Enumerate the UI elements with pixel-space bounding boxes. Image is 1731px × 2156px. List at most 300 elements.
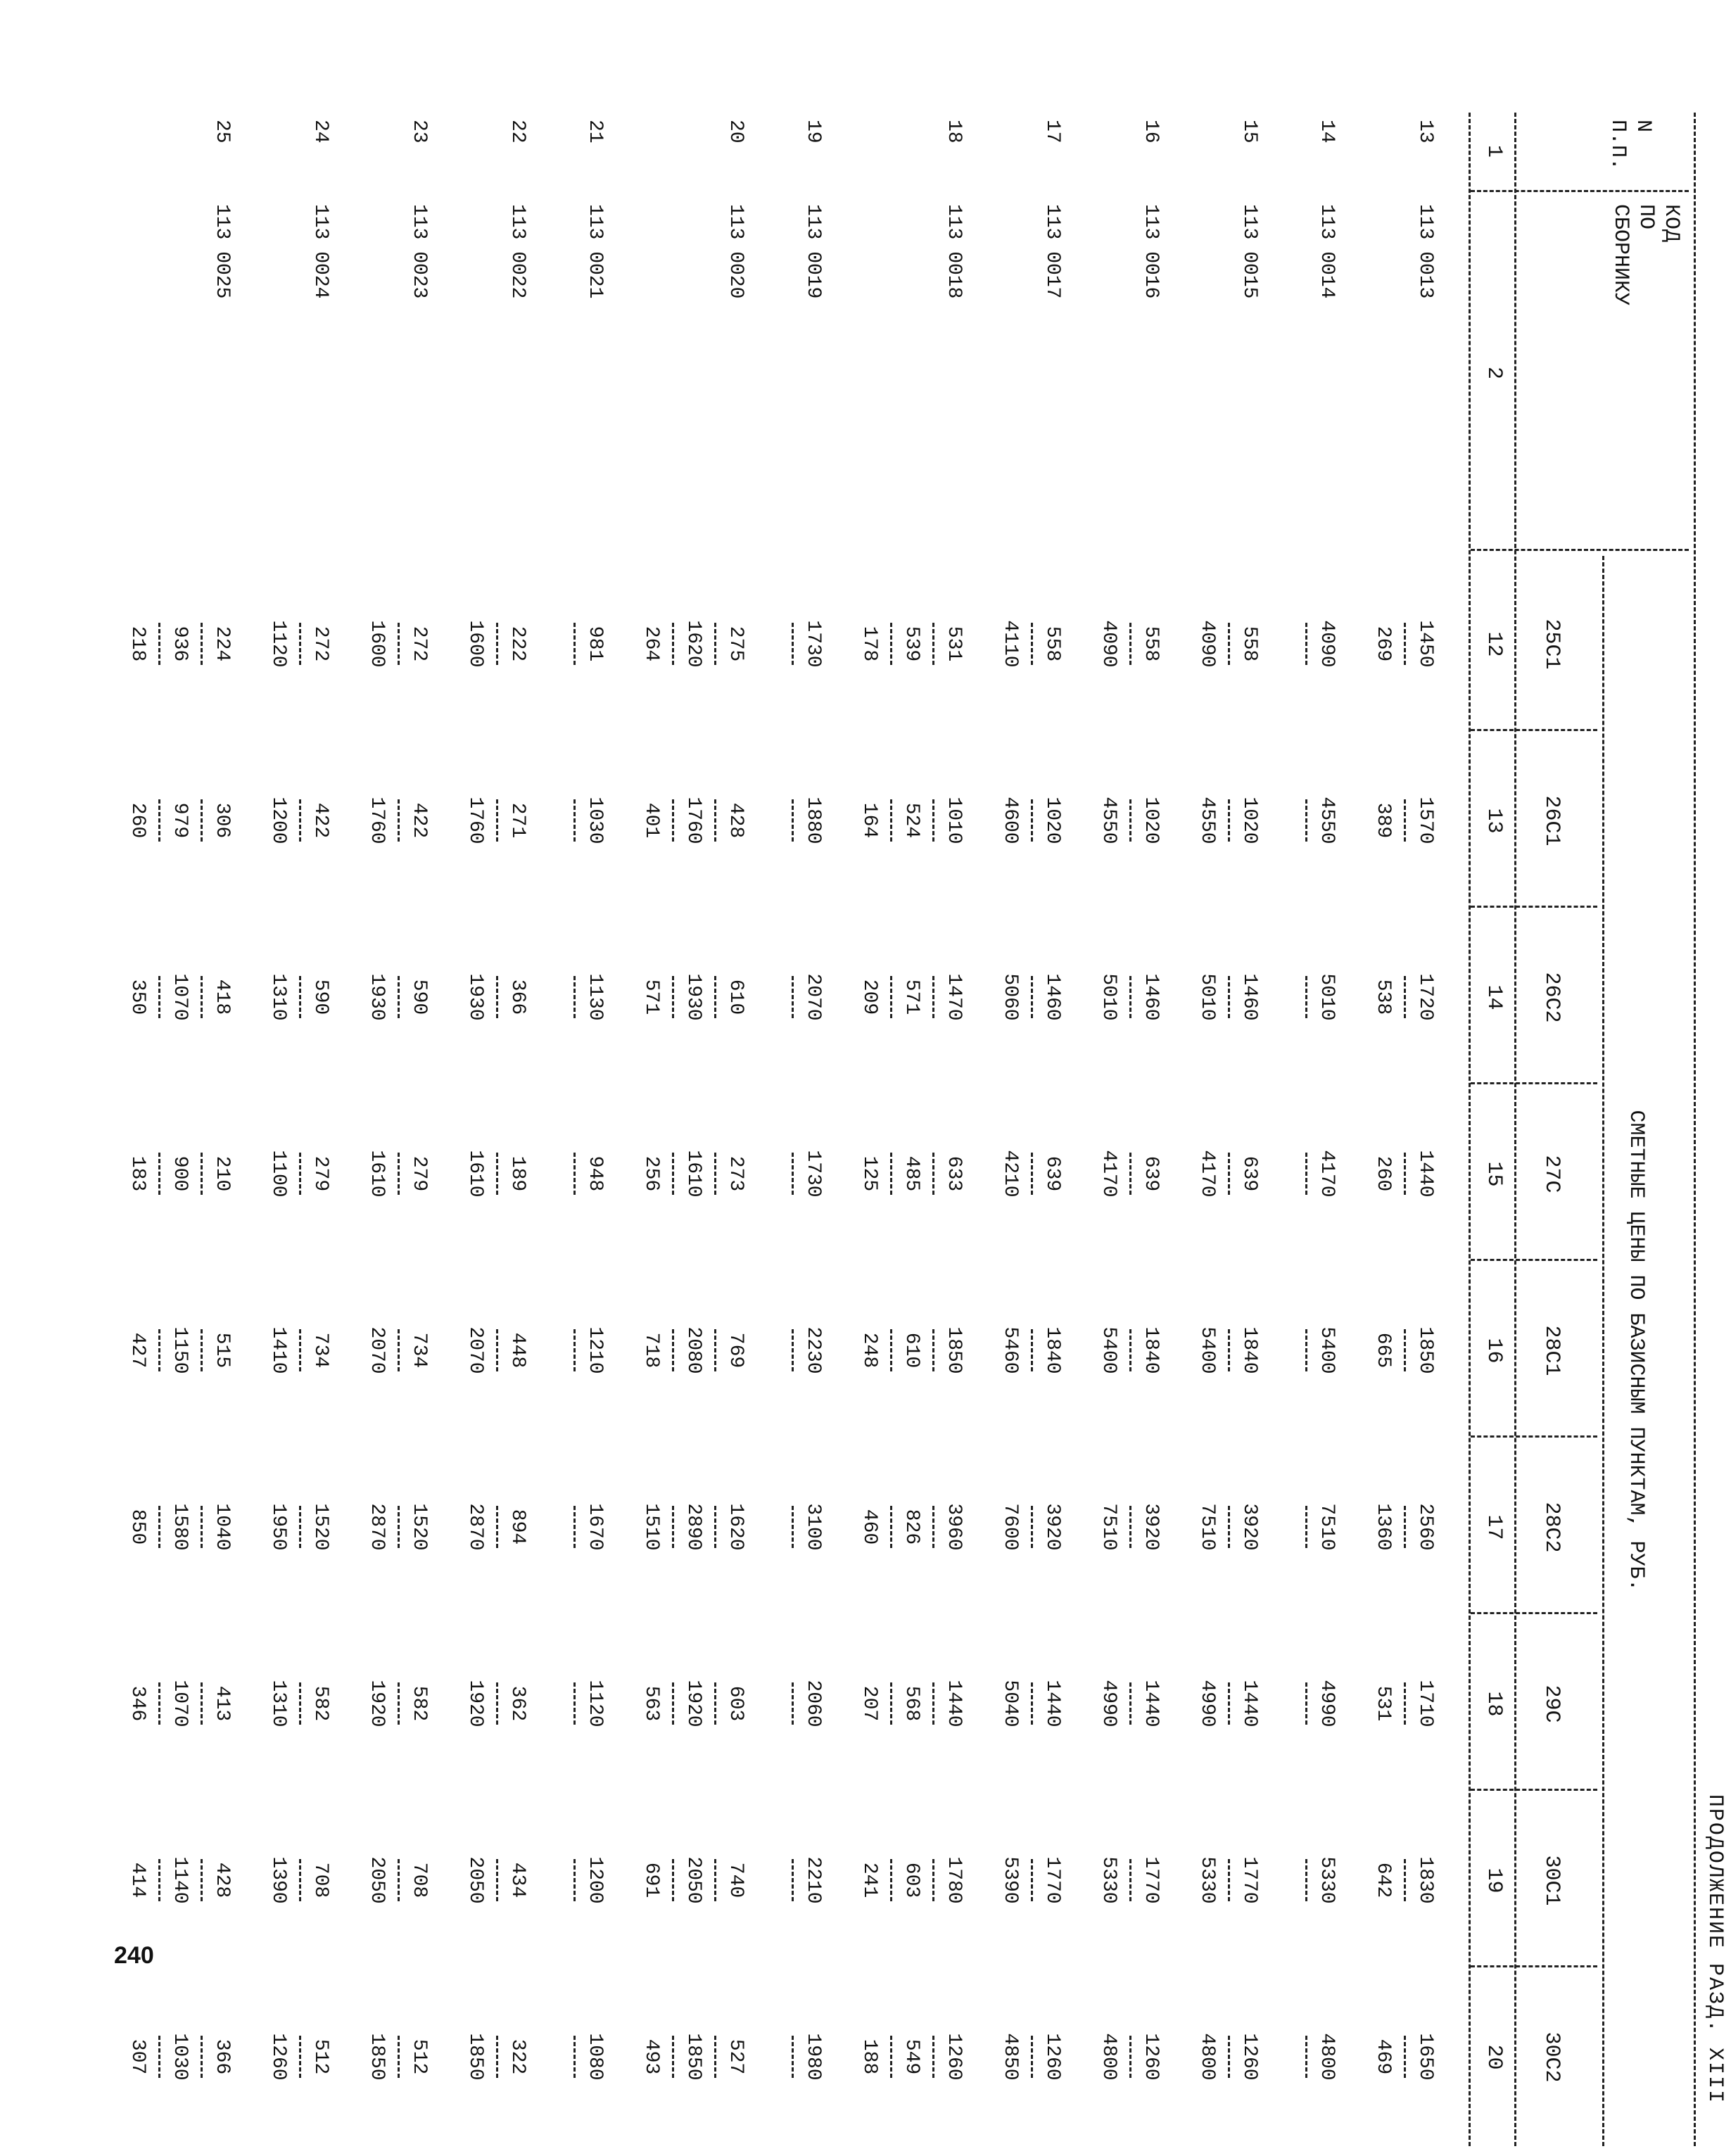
cell-value: 1600	[366, 620, 388, 668]
table-cell	[1372, 570, 1435, 718]
table-cell	[1372, 747, 1435, 894]
dash-mark	[158, 1682, 160, 1725]
table-cell	[999, 923, 1063, 1071]
dash-mark	[714, 2036, 716, 2078]
table-cell	[781, 923, 823, 1071]
cell-separator	[781, 923, 802, 1071]
column-name: 25С1	[1540, 619, 1564, 670]
cell-value: 981	[584, 626, 606, 662]
dash-mark	[932, 1859, 934, 1901]
dash-mark	[792, 623, 794, 665]
cell-value: 469	[1372, 2038, 1394, 2075]
cell-value: 1120	[584, 1680, 606, 1727]
cell-value: 610	[725, 979, 747, 1015]
table-cell	[127, 1806, 232, 1954]
cell-value: 1460	[1041, 973, 1063, 1021]
table-cell	[127, 1983, 232, 2131]
table-cell	[563, 1100, 605, 1248]
cell-value: 894	[507, 1509, 528, 1545]
dash-mark	[890, 1859, 892, 1901]
cell-separator	[486, 747, 507, 894]
dash-mark	[792, 1859, 794, 1901]
table-cell	[1098, 747, 1161, 894]
dash-mark	[1031, 1329, 1033, 1371]
cell-value: 603	[725, 1685, 747, 1722]
dash-mark	[714, 1329, 716, 1371]
cell-value: 413	[211, 1685, 233, 1722]
cell-separator	[1217, 1453, 1238, 1601]
row-number: 21	[584, 120, 606, 144]
cell-value: 571	[901, 979, 922, 1015]
cell-value: 4170	[1316, 1150, 1338, 1198]
dash-mark	[1129, 799, 1131, 842]
table-cell	[781, 1806, 823, 1954]
cell-separator	[563, 1100, 584, 1248]
cell-value: 7510	[1316, 1503, 1338, 1551]
table-cell	[1372, 1983, 1435, 2131]
table-cell	[366, 1276, 429, 1424]
cell-value: 5010	[1316, 973, 1338, 1021]
cell-separator	[1119, 1453, 1140, 1601]
table-cell	[1372, 1630, 1435, 1777]
dash-mark	[1031, 1153, 1033, 1195]
row-number: 19	[802, 120, 824, 144]
table-cell	[366, 1983, 429, 2131]
cell-separator	[1119, 1983, 1140, 2131]
table-cell	[1372, 1453, 1435, 1601]
dash-mark	[672, 1329, 674, 1371]
cell-value: 307	[127, 2038, 148, 2075]
cell-value: 1610	[683, 1150, 704, 1198]
cell-separator	[922, 1983, 943, 2131]
row-number: 13	[1414, 120, 1436, 144]
header-rule	[1514, 113, 1516, 2146]
cell-value: 639	[1140, 1155, 1162, 1192]
cell-value: 691	[640, 1862, 662, 1898]
cell-separator	[148, 1453, 169, 1601]
dash-mark	[299, 976, 301, 1018]
cell-value: 5460	[999, 1326, 1021, 1374]
cell-value: 2070	[802, 973, 824, 1021]
row-number: 23	[408, 120, 430, 144]
cell-value: 740	[725, 1862, 747, 1898]
dash-mark	[201, 1329, 203, 1371]
table-cell	[858, 1983, 964, 2131]
table-cell	[1196, 1983, 1260, 2131]
cell-value: 4800	[1196, 2033, 1218, 2081]
dash-mark	[1031, 799, 1033, 842]
cell-separator	[1393, 1983, 1414, 2131]
dash-mark	[1129, 1682, 1131, 1725]
cell-value: 1470	[943, 973, 965, 1021]
cell-value: 1770	[1238, 1856, 1260, 1904]
cell-value: 1260	[1238, 2033, 1260, 2081]
cell-separator	[1020, 923, 1041, 1071]
cell-value: 1260	[1041, 2033, 1063, 2081]
cell-value: 3920	[1238, 1503, 1260, 1551]
dash-mark	[1228, 1329, 1230, 1371]
table-cell	[640, 1453, 746, 1601]
cell-value: 3920	[1041, 1503, 1063, 1551]
cell-separator	[1393, 747, 1414, 894]
dash-mark	[792, 1153, 794, 1195]
cell-separator	[704, 1983, 725, 2131]
cell-value: 665	[1372, 1332, 1394, 1369]
table-cell	[366, 923, 429, 1071]
cell-value: 164	[858, 802, 880, 839]
table-cell	[1295, 570, 1337, 718]
cell-value: 264	[640, 626, 662, 662]
cell-value: 603	[901, 1862, 922, 1898]
column-number: 20	[1482, 2044, 1506, 2070]
cell-value: 4110	[999, 620, 1021, 668]
table-cell	[1098, 1630, 1161, 1777]
cell-value: 1620	[683, 620, 704, 668]
cell-value: 418	[211, 979, 233, 1015]
dash-mark	[299, 1859, 301, 1901]
cell-separator	[563, 1806, 584, 1954]
cell-separator	[781, 1630, 802, 1777]
cell-value: 1840	[1041, 1326, 1063, 1374]
dash-mark	[932, 1153, 934, 1195]
cell-separator	[1217, 1630, 1238, 1777]
table-cell	[640, 923, 746, 1071]
dash-mark	[1031, 2036, 1033, 2078]
cell-value: 708	[408, 1862, 430, 1898]
dash-mark	[573, 1329, 576, 1371]
dash-mark	[1305, 1329, 1307, 1371]
cell-value: 5330	[1098, 1856, 1120, 1904]
cell-value: 708	[310, 1862, 331, 1898]
cell-separator	[148, 1630, 169, 1777]
cell-value: 362	[507, 1685, 528, 1722]
cell-value: 1020	[1238, 797, 1260, 844]
table-cell	[1098, 1983, 1161, 2131]
column-name: 26С1	[1540, 795, 1564, 846]
column-name: 30С2	[1540, 2031, 1564, 2083]
cell-value: 279	[408, 1155, 430, 1192]
cell-value: 1440	[1238, 1680, 1260, 1727]
column-number: 14	[1482, 984, 1506, 1010]
table-cell	[464, 747, 528, 894]
cell-separator	[1295, 1806, 1316, 1954]
dash-mark	[201, 2036, 203, 2078]
cell-value: 210	[211, 1155, 233, 1192]
table-cell	[781, 570, 823, 718]
dash-mark	[932, 976, 934, 1018]
cell-value: 1260	[943, 2033, 965, 2081]
table-cell	[640, 1630, 746, 1777]
cell-separator	[1217, 1100, 1238, 1248]
cell-value: 1310	[267, 973, 289, 1021]
cell-value: 718	[640, 1332, 662, 1369]
cell-value: 826	[901, 1509, 922, 1545]
dash-mark	[158, 1506, 160, 1548]
cell-separator	[486, 1276, 507, 1424]
cell-separator	[781, 1276, 802, 1424]
cell-separator	[704, 1630, 725, 1777]
cell-separator	[880, 1806, 901, 1954]
row-code: 113 0016	[1140, 204, 1162, 299]
dash-mark	[1031, 1859, 1033, 1901]
cell-value: 1040	[211, 1503, 233, 1551]
dash-mark	[932, 1682, 934, 1725]
cell-separator	[781, 570, 802, 718]
cell-separator	[190, 1806, 211, 1954]
cell-value: 1390	[267, 1856, 289, 1904]
dash-mark	[672, 2036, 674, 2078]
cell-separator	[1295, 1100, 1316, 1248]
row-number: 17	[1041, 120, 1063, 144]
cell-value: 448	[507, 1332, 528, 1369]
cell-separator	[1119, 747, 1140, 894]
row-code: 113 0020	[725, 204, 747, 299]
table-cell	[127, 923, 232, 1071]
dash-mark	[201, 623, 203, 665]
cell-value: 271	[507, 802, 528, 839]
table-cell	[640, 1100, 746, 1248]
cell-value: 2050	[464, 1856, 486, 1904]
cell-value: 1570	[1414, 797, 1436, 844]
dash-mark	[890, 2036, 892, 2078]
cell-value: 2070	[366, 1326, 388, 1374]
cell-separator	[387, 1100, 408, 1248]
cell-separator	[1119, 570, 1140, 718]
dash-mark	[672, 1506, 674, 1548]
cell-separator	[288, 747, 310, 894]
cell-value: 563	[640, 1685, 662, 1722]
dash-mark	[672, 1859, 674, 1901]
cell-value: 1930	[683, 973, 704, 1021]
cell-separator	[190, 923, 211, 1071]
dash-mark	[1228, 1506, 1230, 1548]
dash-mark	[496, 1329, 498, 1371]
cell-value: 524	[901, 802, 922, 839]
table-cell	[464, 570, 528, 718]
dash-mark	[792, 2036, 794, 2078]
cell-value: 1030	[584, 797, 606, 844]
cell-separator	[1393, 1453, 1414, 1601]
dash-mark	[672, 799, 674, 842]
table-cell	[267, 1630, 331, 1777]
cell-value: 401	[640, 802, 662, 839]
cell-separator	[880, 747, 901, 894]
cell-value: 1120	[267, 620, 289, 668]
cell-value: 4850	[999, 2033, 1021, 2081]
cell-value: 275	[725, 626, 747, 662]
dash-mark	[1404, 623, 1406, 665]
cell-separator	[704, 1276, 725, 1424]
cell-separator	[661, 1630, 683, 1777]
cell-value: 549	[901, 2038, 922, 2075]
table-cell	[563, 1276, 605, 1424]
table-cell	[1295, 1630, 1337, 1777]
row-number: 22	[507, 120, 528, 144]
cell-value: 850	[127, 1509, 148, 1545]
dash-mark	[201, 1506, 203, 1548]
cell-value: 3100	[802, 1503, 824, 1551]
table-cell	[640, 1806, 746, 1954]
table-cell	[1295, 1806, 1337, 1954]
continuation-label: ПРОДОЛЖЕНИЕ РАЗД. XIII	[1703, 1794, 1727, 2104]
rotated-table	[77, 106, 1731, 2153]
dash-mark	[1305, 1859, 1307, 1901]
cell-value: 5330	[1316, 1856, 1338, 1904]
cell-value: 4800	[1316, 2033, 1338, 2081]
cell-separator	[148, 923, 169, 1071]
row-code: 113 0017	[1041, 204, 1063, 299]
dash-mark	[1404, 1506, 1406, 1548]
cell-separator	[148, 747, 169, 894]
dash-mark	[573, 1506, 576, 1548]
cell-value: 1850	[1414, 1326, 1436, 1374]
cell-separator	[563, 1276, 584, 1424]
cell-separator	[922, 1630, 943, 1777]
dash-mark	[1305, 1153, 1307, 1195]
cell-value: 4210	[999, 1150, 1021, 1198]
cell-value: 306	[211, 802, 233, 839]
row-number: 20	[725, 120, 747, 144]
dash-mark	[496, 976, 498, 1018]
table-cell	[563, 1806, 605, 1954]
dash-mark	[1228, 1859, 1230, 1901]
cell-value: 1150	[169, 1326, 191, 1374]
cell-value: 218	[127, 626, 148, 662]
cell-separator	[1020, 570, 1041, 718]
cell-value: 1410	[267, 1326, 289, 1374]
cell-value: 1600	[464, 620, 486, 668]
table-cell	[1372, 1100, 1435, 1248]
dash-mark	[1305, 2036, 1307, 2078]
dash-mark	[1404, 2036, 1406, 2078]
cell-value: 1850	[943, 1326, 965, 1374]
cell-separator	[880, 923, 901, 1071]
cell-value: 1880	[802, 797, 824, 844]
column-number: 17	[1482, 1514, 1506, 1540]
cell-value: 1610	[366, 1150, 388, 1198]
table-cell	[858, 1630, 964, 1777]
cell-value: 2870	[464, 1503, 486, 1551]
cell-value: 366	[211, 2038, 233, 2075]
cell-separator	[922, 1806, 943, 1954]
cell-separator	[387, 1630, 408, 1777]
cell-value: 1520	[310, 1503, 331, 1551]
cell-value: 936	[169, 626, 191, 662]
dash-mark	[890, 1506, 892, 1548]
cell-value: 1360	[1372, 1503, 1394, 1551]
table-cell	[366, 1100, 429, 1248]
column-number: 2	[1482, 366, 1506, 379]
cell-separator	[1119, 1806, 1140, 1954]
dash-mark	[496, 1859, 498, 1901]
cell-value: 4090	[1316, 620, 1338, 668]
table-cell	[1196, 1453, 1260, 1601]
cell-value: 734	[310, 1332, 331, 1369]
cell-separator	[1119, 923, 1140, 1071]
table-cell	[563, 747, 605, 894]
dash-mark	[496, 1506, 498, 1548]
dash-mark	[1305, 1506, 1307, 1548]
cell-value: 189	[507, 1155, 528, 1192]
cell-separator	[781, 1983, 802, 2131]
dash-mark	[496, 623, 498, 665]
top-rule	[1694, 113, 1696, 2146]
cell-separator	[563, 1630, 584, 1777]
cell-value: 7510	[1098, 1503, 1120, 1551]
table-cell	[267, 923, 331, 1071]
cell-value: 5010	[1196, 973, 1218, 1021]
dash-mark	[1031, 623, 1033, 665]
dash-mark	[1228, 1682, 1230, 1725]
cell-value: 1980	[802, 2033, 824, 2081]
cell-separator	[1217, 1276, 1238, 1424]
cell-value: 207	[858, 1685, 880, 1722]
table-cell	[1098, 1806, 1161, 1954]
dash-mark	[158, 976, 160, 1018]
table-cell	[267, 1453, 331, 1601]
dash-mark	[1031, 1506, 1033, 1548]
table-cell	[999, 1453, 1063, 1601]
cell-value: 7510	[1196, 1503, 1218, 1551]
dash-mark	[1129, 2036, 1131, 2078]
table-cell	[1295, 1100, 1337, 1248]
table-cell	[267, 1983, 331, 2131]
table-cell	[1196, 1630, 1260, 1777]
table-cell	[640, 747, 746, 894]
dash-mark	[299, 623, 301, 665]
table-cell	[563, 1453, 605, 1601]
cell-value: 256	[640, 1155, 662, 1192]
cell-separator	[1217, 747, 1238, 894]
dash-mark	[398, 1682, 400, 1725]
cell-value: 4550	[1196, 797, 1218, 844]
dash-mark	[299, 1329, 301, 1371]
cell-value: 1030	[169, 2033, 191, 2081]
column-number: 19	[1482, 1868, 1506, 1894]
cell-value: 260	[1372, 1155, 1394, 1192]
cell-value: 4600	[999, 797, 1021, 844]
row-code: 113 0013	[1414, 204, 1436, 299]
cell-value: 1460	[1238, 973, 1260, 1021]
dash-mark	[158, 1153, 160, 1195]
cell-separator	[704, 923, 725, 1071]
cell-separator	[190, 1630, 211, 1777]
table-cell	[1295, 923, 1337, 1071]
table-cell	[781, 1453, 823, 1601]
cell-value: 900	[169, 1155, 191, 1192]
cell-separator	[781, 747, 802, 894]
row-code: 113 0018	[943, 204, 965, 299]
cell-separator	[704, 1453, 725, 1601]
table-cell	[464, 923, 528, 1071]
group-rule	[1602, 556, 1604, 2146]
cell-value: 1200	[584, 1856, 606, 1904]
cell-value: 1950	[267, 1503, 289, 1551]
cell-separator	[880, 1276, 901, 1424]
dash-mark	[299, 799, 301, 842]
table-cell	[464, 1453, 528, 1601]
dash-mark	[158, 623, 160, 665]
cell-separator	[387, 747, 408, 894]
cell-value: 1200	[267, 797, 289, 844]
row-code: 113 0019	[802, 204, 824, 299]
cell-separator	[563, 1453, 584, 1601]
cell-value: 1770	[1041, 1856, 1063, 1904]
table-cell	[1295, 1276, 1337, 1424]
table-cell	[563, 923, 605, 1071]
cell-value: 1780	[943, 1856, 965, 1904]
table-cell	[1098, 570, 1161, 718]
